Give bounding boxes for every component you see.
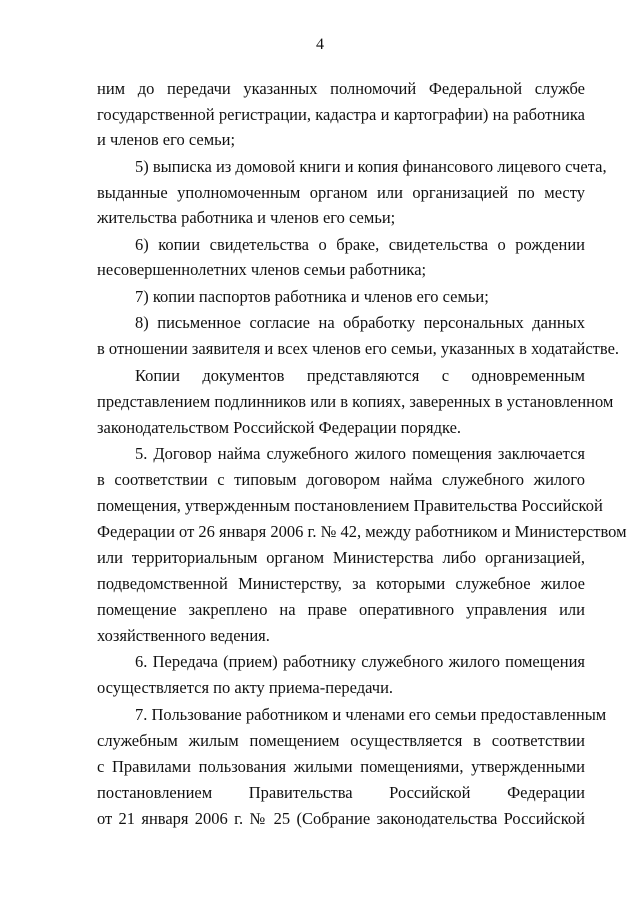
text-line: 6) копии свидетельства о браке, свидетельства о рождении (135, 235, 585, 254)
text-line: Федерации от 26 января 2006 г. № 42, между работником и Министерством (97, 522, 627, 541)
text-line: государственной регистрации, кадастра и картографии) на работника (97, 105, 585, 124)
text-line: служебным жилым помещением осуществляется в соответствии (97, 731, 585, 750)
text-line: от 21 января 2006 г. № 25 (Собрание законодательства Российской (97, 809, 585, 828)
text-line: 5) выписка из домовой книги и копия финансового лицевого счета, (135, 157, 607, 176)
text-line: Копии документов представляются с одновременным (135, 366, 585, 385)
text-line: помещение закреплено на праве оперативного управления или (97, 600, 585, 619)
text-line: и членов его семьи; (97, 130, 236, 149)
text-line: или территориальным органом Министерства либо организацией, (97, 548, 585, 567)
text-line: несовершеннолетних членов семьи работника; (97, 260, 427, 279)
text-line: в соответствии с типовым договором найма служебного жилого (97, 470, 585, 489)
text-line: хозяйственного ведения. (97, 626, 270, 645)
page-number: 4 (316, 36, 324, 53)
text-line: подведомственной Министерству, за которыми служебное жилое (97, 574, 585, 593)
text-line: 8) письменное согласие на обработку персональных данных (135, 313, 585, 332)
text-line: в отношении заявителя и всех членов его семьи, указанных в ходатайстве. (97, 339, 620, 358)
text-line: 6. Передача (прием) работнику служебного жилого помещения (135, 652, 585, 671)
text-line: законодательством Российской Федерации порядке. (97, 418, 462, 437)
text-line: 7. Пользование работником и членами его семьи предоставленным (135, 705, 607, 724)
text-line: с Правилами пользования жилыми помещениями, утвержденными (97, 757, 585, 776)
text-line: помещения, утвержденным постановлением Правительства Российской (97, 496, 603, 515)
text-line: постановлением Правительства Российской Федерации (97, 783, 585, 802)
text-line: осуществляется по акту приема-передачи. (97, 678, 394, 697)
text-line: выданные уполномоченным органом или организацией по месту (97, 183, 585, 202)
text-line: жительства работника и членов его семьи; (97, 208, 396, 227)
text-line: представлением подлинников или в копиях, заверенных в установленном (97, 392, 614, 411)
text-line: ним до передачи указанных полномочий Федеральной службе (97, 79, 585, 98)
text-line: 7) копии паспортов работника и членов его семьи; (135, 287, 489, 306)
text-line: 5. Договор найма служебного жилого помещения заключается (135, 444, 585, 463)
